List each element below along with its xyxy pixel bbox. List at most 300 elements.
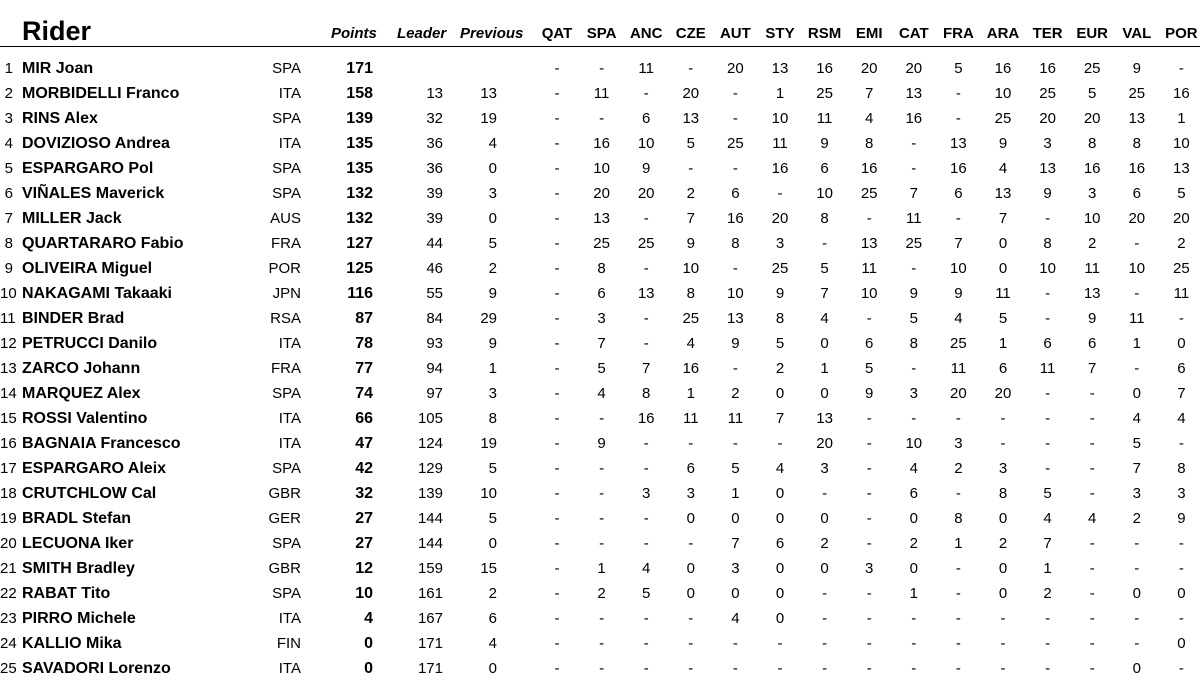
- rider-name: MORBIDELLI Franco: [22, 85, 180, 102]
- race-points-qat: -: [554, 260, 560, 277]
- race-points-eur: -: [1089, 585, 1095, 602]
- rider-points: 78: [355, 335, 373, 352]
- race-points-cat: -: [911, 610, 917, 627]
- race-points-cat: 2: [909, 535, 918, 552]
- race-points-ara: 13: [994, 185, 1012, 202]
- rider-points: 42: [355, 460, 373, 477]
- race-points-cat: 20: [905, 60, 923, 77]
- race-points-anc: 10: [637, 135, 655, 152]
- race-points-aut: -: [732, 110, 738, 127]
- rider-points: 171: [346, 60, 373, 77]
- race-points-por: 5: [1177, 185, 1186, 202]
- race-points-val: 7: [1132, 460, 1141, 477]
- race-points-rsm: 6: [820, 160, 829, 177]
- table-row: [0, 231, 1200, 256]
- race-points-aut: 9: [731, 335, 740, 352]
- race-points-ter: 13: [1039, 160, 1056, 177]
- race-points-por: -: [1178, 535, 1184, 552]
- rider-nation: GBR: [268, 560, 301, 577]
- gap-to-leader: 93: [426, 335, 443, 352]
- race-points-cat: 11: [906, 210, 922, 227]
- race-points-eur: 13: [1083, 285, 1101, 302]
- race-points-val: 1: [1132, 335, 1141, 352]
- rider-name: ZARCO Johann: [22, 360, 141, 377]
- race-points-cat: 8: [909, 335, 918, 352]
- table-row: [0, 481, 1200, 506]
- race-points-sty: 0: [775, 510, 785, 527]
- race-points-cze: -: [688, 535, 694, 552]
- race-points-por: 9: [1177, 510, 1186, 527]
- rider-name: PETRUCCI Danilo: [22, 335, 158, 352]
- rider-position: 22: [0, 585, 17, 602]
- race-points-anc: -: [643, 435, 649, 452]
- race-points-qat: -: [554, 610, 560, 627]
- race-points-val: 3: [1132, 485, 1141, 502]
- race-points-rsm: 1: [820, 360, 829, 377]
- race-column-header-val: VAL: [1122, 25, 1152, 42]
- race-points-aut: 0: [731, 510, 740, 527]
- race-points-rsm: 25: [816, 85, 833, 102]
- race-points-cat: 0: [909, 560, 918, 577]
- rider-name: SAVADORI Lorenzo: [22, 660, 171, 677]
- gap-to-previous: 0: [488, 210, 497, 227]
- race-points-ara: 4: [998, 160, 1008, 177]
- race-column-header-eur: EUR: [1076, 25, 1109, 42]
- race-points-cze: 7: [686, 210, 695, 227]
- race-points-cze: 3: [686, 485, 695, 502]
- race-points-emi: -: [866, 585, 872, 602]
- race-points-cze: 6: [686, 460, 695, 477]
- race-points-spa: 11: [593, 85, 610, 102]
- rider-nation: GBR: [268, 485, 301, 502]
- gap-to-previous: 9: [488, 285, 497, 302]
- race-points-fra: 16: [950, 160, 967, 177]
- race-points-aut: 0: [731, 585, 740, 602]
- table-row: [0, 606, 1200, 631]
- race-column-header-anc: ANC: [629, 25, 663, 42]
- race-points-cat: 0: [909, 510, 918, 527]
- race-points-ara: -: [1000, 610, 1006, 627]
- rider-points: 4: [364, 610, 373, 627]
- race-points-ter: 16: [1039, 60, 1056, 77]
- race-points-anc: 11: [638, 60, 654, 77]
- rider-name: OLIVEIRA Miguel: [22, 260, 153, 277]
- table-row: [0, 431, 1200, 456]
- race-points-val: -: [1134, 235, 1140, 252]
- gap-to-previous: 6: [488, 610, 497, 627]
- race-column-header-rsm: RSM: [807, 25, 842, 42]
- rider-position: 16: [0, 435, 17, 452]
- race-points-ara: 9: [998, 135, 1008, 152]
- race-points-aut: 1: [731, 485, 740, 502]
- points-column-header: Points: [331, 25, 377, 42]
- race-points-ter: 11: [1039, 360, 1056, 377]
- rider-nation: GER: [268, 510, 301, 527]
- race-points-val: 25: [1128, 85, 1146, 102]
- race-points-ter: -: [1045, 460, 1051, 477]
- gap-to-previous: 5: [488, 510, 497, 527]
- race-points-aut: -: [732, 260, 738, 277]
- table-row: [0, 181, 1200, 206]
- race-points-qat: -: [554, 285, 560, 302]
- table-row: [0, 106, 1200, 131]
- rider-position: 11: [0, 310, 16, 327]
- race-points-ara: 25: [994, 110, 1012, 127]
- race-points-rsm: 0: [820, 335, 829, 352]
- table-row: [0, 206, 1200, 231]
- rider-nation: SPA: [272, 185, 301, 202]
- race-points-val: -: [1134, 610, 1140, 627]
- rider-points: 0: [364, 660, 373, 677]
- rider-name: ROSSI Valentino: [22, 410, 148, 427]
- race-points-anc: -: [643, 660, 649, 677]
- gap-to-leader: 13: [426, 85, 443, 102]
- race-points-val: 2: [1132, 510, 1141, 527]
- race-points-cat: 6: [909, 485, 918, 502]
- rider-points: 139: [346, 110, 373, 127]
- race-points-qat: -: [554, 160, 560, 177]
- race-points-rsm: 11: [816, 110, 833, 127]
- race-points-spa: -: [599, 535, 605, 552]
- race-points-spa: -: [599, 635, 605, 652]
- race-points-rsm: -: [822, 635, 828, 652]
- race-points-emi: 7: [865, 85, 874, 102]
- race-points-ara: 0: [998, 510, 1008, 527]
- rider-name: DOVIZIOSO Andrea: [22, 135, 170, 152]
- race-points-fra: 2: [954, 460, 963, 477]
- race-points-spa: 16: [593, 135, 610, 152]
- rider-name: MARQUEZ Alex: [22, 385, 141, 402]
- race-points-spa: 2: [597, 585, 606, 602]
- race-points-spa: -: [599, 110, 605, 127]
- rider-points: 116: [347, 285, 373, 302]
- race-points-val: 5: [1132, 435, 1141, 452]
- table-row: [0, 131, 1200, 156]
- race-points-aut: 2: [731, 385, 740, 402]
- rider-points: 135: [346, 160, 373, 177]
- rider-nation: FRA: [271, 235, 301, 252]
- race-points-eur: 4: [1088, 510, 1097, 527]
- rider-points: 158: [346, 85, 373, 102]
- gap-to-leader: 36: [426, 160, 443, 177]
- race-points-ter: 8: [1043, 235, 1052, 252]
- race-points-sty: 0: [775, 585, 785, 602]
- gap-to-previous: 0: [488, 660, 497, 677]
- race-points-ter: -: [1045, 610, 1051, 627]
- race-points-cat: 25: [905, 235, 923, 252]
- rider-name: RABAT Tito: [22, 585, 111, 602]
- race-points-anc: 25: [637, 235, 655, 252]
- race-points-rsm: -: [822, 585, 828, 602]
- race-points-por: -: [1178, 560, 1184, 577]
- race-points-cze: 4: [686, 335, 695, 352]
- rider-nation: ITA: [278, 435, 301, 452]
- gap-to-leader: 46: [426, 260, 443, 277]
- race-points-rsm: 3: [820, 460, 829, 477]
- race-points-emi: -: [866, 410, 872, 427]
- race-points-spa: 10: [593, 160, 610, 177]
- race-points-emi: -: [866, 510, 872, 527]
- rider-name: BINDER Brad: [22, 310, 125, 327]
- race-points-spa: -: [599, 410, 605, 427]
- race-points-sty: 11: [772, 135, 788, 152]
- rider-position: 18: [0, 485, 17, 502]
- race-points-rsm: 16: [816, 60, 833, 77]
- race-points-cze: 1: [686, 385, 695, 402]
- rider-points: 87: [355, 310, 373, 327]
- race-points-sty: 6: [775, 535, 785, 552]
- race-points-spa: 20: [593, 185, 610, 202]
- race-points-ter: -: [1045, 385, 1051, 402]
- race-points-rsm: 0: [820, 385, 829, 402]
- rider-nation: FIN: [276, 635, 301, 652]
- race-points-ter: -: [1045, 285, 1051, 302]
- race-points-spa: 3: [597, 310, 606, 327]
- race-points-emi: 8: [865, 135, 874, 152]
- gap-to-previous: 4: [488, 635, 497, 652]
- race-points-cze: 11: [683, 410, 699, 427]
- rider-position: 24: [0, 635, 17, 652]
- gap-to-leader: 171: [417, 635, 443, 652]
- race-points-fra: -: [955, 635, 961, 652]
- rider-position: 9: [4, 260, 13, 277]
- leader-column-header: Leader: [397, 25, 447, 42]
- race-points-qat: -: [554, 460, 560, 477]
- race-points-emi: 16: [860, 160, 878, 177]
- rider-position: 21: [0, 560, 17, 577]
- race-points-qat: -: [554, 435, 560, 452]
- race-points-spa: 6: [597, 285, 606, 302]
- table-row: [0, 306, 1200, 331]
- rider-nation: ITA: [278, 85, 301, 102]
- race-points-cat: 16: [905, 110, 923, 127]
- race-points-cze: -: [688, 60, 694, 77]
- rider-points: 27: [355, 510, 373, 527]
- race-points-emi: 11: [861, 260, 877, 277]
- rider-position: 25: [0, 660, 17, 677]
- race-points-qat: -: [554, 85, 560, 102]
- rider-name: NAKAGAMI Takaaki: [22, 285, 172, 302]
- race-points-anc: -: [643, 610, 649, 627]
- gap-to-previous: 0: [488, 160, 497, 177]
- table-row: [0, 406, 1200, 431]
- race-points-fra: 25: [950, 335, 967, 352]
- race-points-cze: -: [688, 160, 694, 177]
- rider-nation: SPA: [272, 60, 301, 77]
- rider-name: LECUONA Iker: [22, 535, 134, 552]
- race-column-header-cat: CAT: [898, 25, 929, 42]
- rider-nation: FRA: [271, 360, 301, 377]
- table-row: [0, 556, 1200, 581]
- race-points-cat: -: [911, 410, 917, 427]
- rider-position: 23: [0, 610, 17, 627]
- race-points-qat: -: [554, 560, 560, 577]
- race-points-sty: 3: [775, 235, 785, 252]
- race-points-rsm: 10: [816, 185, 833, 202]
- race-points-ter: -: [1045, 210, 1051, 227]
- race-points-ter: 5: [1043, 485, 1052, 502]
- gap-to-previous: 10: [480, 485, 497, 502]
- race-points-aut: -: [732, 85, 738, 102]
- race-points-ara: 20: [994, 385, 1012, 402]
- race-points-cat: -: [911, 635, 917, 652]
- race-points-aut: 6: [731, 185, 740, 202]
- race-points-eur: 8: [1088, 135, 1097, 152]
- race-points-ter: -: [1045, 435, 1051, 452]
- race-points-spa: -: [599, 460, 605, 477]
- race-points-aut: 10: [727, 285, 744, 302]
- race-points-ter: 6: [1043, 335, 1052, 352]
- race-points-cze: 0: [686, 510, 695, 527]
- race-points-aut: 16: [727, 210, 744, 227]
- race-points-emi: -: [866, 435, 872, 452]
- race-points-anc: 3: [642, 485, 651, 502]
- race-points-ara: 3: [998, 460, 1008, 477]
- race-points-sty: -: [777, 185, 783, 202]
- race-points-anc: 5: [642, 585, 651, 602]
- race-points-sty: 8: [775, 310, 785, 327]
- race-points-aut: -: [732, 360, 738, 377]
- race-points-qat: -: [554, 60, 560, 77]
- rider-name: SMITH Bradley: [22, 560, 135, 577]
- race-points-ara: -: [1000, 435, 1006, 452]
- rider-nation: AUS: [270, 210, 301, 227]
- race-points-por: -: [1178, 60, 1184, 77]
- race-points-spa: 25: [593, 235, 610, 252]
- rider-nation: ITA: [278, 660, 301, 677]
- previous-column-header: Previous: [460, 25, 524, 42]
- race-points-anc: -: [643, 210, 649, 227]
- race-points-val: -: [1134, 535, 1140, 552]
- race-points-ter: -: [1045, 635, 1051, 652]
- race-points-cat: 5: [909, 310, 918, 327]
- race-points-val: 16: [1128, 160, 1146, 177]
- rider-nation: POR: [268, 260, 301, 277]
- race-points-qat: -: [554, 535, 560, 552]
- rider-nation: ITA: [278, 335, 301, 352]
- gap-to-previous: 8: [488, 410, 497, 427]
- rider-nation: ITA: [278, 410, 301, 427]
- race-points-sty: 2: [775, 360, 785, 377]
- race-points-cze: -: [688, 610, 694, 627]
- race-points-anc: -: [643, 260, 649, 277]
- gap-to-previous: 4: [488, 135, 497, 152]
- race-points-sty: 7: [775, 410, 785, 427]
- race-points-anc: 16: [637, 410, 655, 427]
- race-points-sty: 0: [775, 485, 785, 502]
- rider-position: 13: [0, 360, 17, 377]
- race-points-qat: -: [554, 585, 560, 602]
- race-points-cat: -: [911, 135, 917, 152]
- race-points-val: -: [1134, 560, 1140, 577]
- gap-to-previous: 5: [488, 460, 497, 477]
- race-points-val: -: [1134, 360, 1140, 377]
- race-column-header-cze: CZE: [675, 25, 706, 42]
- race-points-val: 0: [1132, 660, 1141, 677]
- race-points-val: 10: [1128, 260, 1146, 277]
- race-points-fra: 6: [954, 185, 963, 202]
- race-points-eur: 2: [1088, 235, 1097, 252]
- race-points-rsm: 0: [820, 560, 829, 577]
- gap-to-leader: 171: [417, 660, 443, 677]
- race-points-cze: 0: [686, 560, 695, 577]
- race-points-ter: 4: [1043, 510, 1052, 527]
- race-points-sty: 16: [771, 160, 789, 177]
- race-points-ara: -: [1000, 660, 1006, 677]
- rider-name: VIÑALES Maverick: [22, 185, 165, 202]
- race-points-cat: 3: [909, 385, 918, 402]
- race-points-emi: 3: [865, 560, 874, 577]
- race-points-anc: -: [643, 635, 649, 652]
- gap-to-previous: 19: [480, 435, 497, 452]
- race-points-ara: 8: [998, 485, 1008, 502]
- race-points-eur: 11: [1084, 260, 1100, 277]
- race-points-cat: 13: [905, 85, 923, 102]
- table-row: [0, 256, 1200, 281]
- race-points-fra: -: [955, 85, 961, 102]
- race-points-val: 8: [1132, 135, 1141, 152]
- race-points-fra: 4: [954, 310, 963, 327]
- race-points-rsm: 2: [820, 535, 829, 552]
- rider-nation: SPA: [272, 535, 301, 552]
- race-points-emi: 6: [865, 335, 874, 352]
- race-points-fra: 10: [950, 260, 967, 277]
- gap-to-leader: 144: [417, 535, 443, 552]
- race-points-val: -: [1134, 285, 1140, 302]
- race-points-anc: -: [643, 460, 649, 477]
- race-points-aut: -: [732, 660, 738, 677]
- race-points-rsm: -: [822, 235, 828, 252]
- race-points-por: -: [1178, 660, 1184, 677]
- race-points-val: 6: [1132, 185, 1141, 202]
- race-points-sty: 4: [775, 460, 785, 477]
- race-points-fra: 5: [954, 60, 963, 77]
- gap-to-previous: 29: [480, 310, 497, 327]
- race-points-emi: 4: [865, 110, 874, 127]
- race-points-emi: 25: [860, 185, 878, 202]
- gap-to-previous: 15: [480, 560, 497, 577]
- race-points-por: 1: [1177, 110, 1186, 127]
- race-points-cze: -: [688, 435, 694, 452]
- race-points-fra: 3: [954, 435, 963, 452]
- rider-nation: SPA: [272, 460, 301, 477]
- race-points-por: 0: [1177, 585, 1186, 602]
- race-points-por: 16: [1173, 85, 1190, 102]
- race-points-por: 2: [1177, 235, 1186, 252]
- rider-nation: ITA: [278, 610, 301, 627]
- race-points-emi: -: [866, 610, 872, 627]
- race-points-ara: 6: [998, 360, 1008, 377]
- race-points-emi: -: [866, 660, 872, 677]
- race-points-cze: 8: [686, 285, 695, 302]
- race-column-header-sty: STY: [765, 25, 795, 42]
- gap-to-previous: 13: [480, 85, 497, 102]
- race-points-aut: 3: [731, 560, 740, 577]
- race-points-emi: 13: [860, 235, 878, 252]
- rider-nation: ITA: [278, 135, 301, 152]
- race-points-qat: -: [554, 385, 560, 402]
- race-points-emi: -: [866, 485, 872, 502]
- table-row: [0, 56, 1200, 81]
- race-points-eur: 6: [1088, 335, 1097, 352]
- gap-to-previous: 9: [488, 335, 497, 352]
- rider-points: 77: [355, 360, 373, 377]
- race-points-rsm: 5: [820, 260, 829, 277]
- race-points-sty: 10: [771, 110, 789, 127]
- race-points-por: -: [1178, 310, 1184, 327]
- race-points-sty: 0: [775, 610, 785, 627]
- rider-name: MIR Joan: [22, 60, 94, 77]
